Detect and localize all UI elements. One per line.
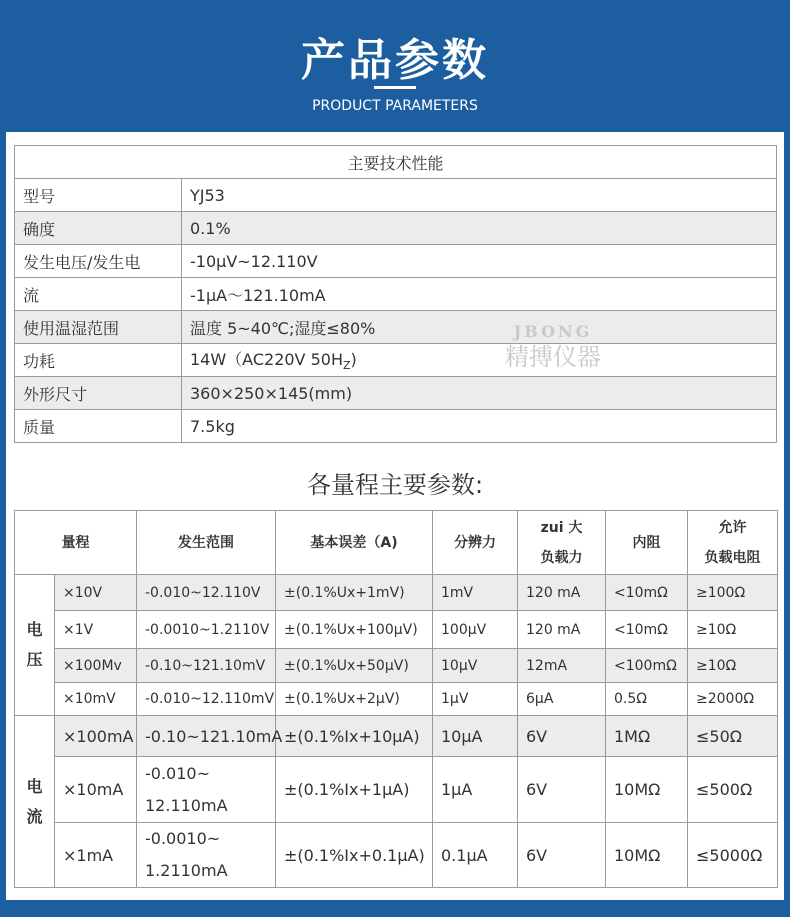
page-subtitle: PRODUCT PARAMETERS — [312, 98, 478, 114]
cell-allow: ≥2000Ω — [688, 683, 778, 716]
cell-gen: -0.010~12.110mV — [137, 683, 276, 716]
group-label-voltage — [15, 575, 55, 716]
power-text: 14W（AC220V 50H — [190, 350, 343, 370]
cell-range: ×10mA — [55, 757, 137, 823]
table-row — [15, 716, 778, 757]
header-max-load — [518, 511, 606, 575]
header-basic-error: 基本误差（A) — [276, 511, 433, 575]
header-allow-line1: 允许 — [718, 519, 747, 536]
cell-allow: ≤500Ω — [688, 757, 778, 823]
header-range: 量程 — [15, 511, 137, 575]
cell-resolution: 0.1μA — [433, 823, 518, 888]
cell-gen — [137, 757, 276, 823]
page-title: 产品参数 — [301, 35, 489, 86]
spec-value — [182, 344, 777, 377]
header-max-load-line1: zui 大 — [540, 519, 583, 536]
cell-gen-line1: -0.0010~ — [145, 829, 221, 848]
spec-table-title: 主要技术性能 — [15, 146, 777, 179]
spec-label: 发生电压/发生电 — [15, 245, 182, 278]
cell-error: ±(0.1%Ux+50μV) — [276, 649, 433, 683]
cell-resistance: <100mΩ — [606, 649, 688, 683]
cell-error: ±(0.1%Ix+0.1μA) — [276, 823, 433, 888]
spec-value: 0.1% — [182, 212, 777, 245]
params-section-title: 各量程主要参数: — [306, 471, 484, 499]
cell-allow: ≤5000Ω — [688, 823, 778, 888]
header-max-load-line2: 负载力 — [540, 549, 583, 566]
cell-range: ×100mA — [55, 716, 137, 757]
table-row — [15, 611, 778, 649]
spec-label: 流 — [15, 278, 182, 311]
spec-row-accuracy — [15, 212, 777, 245]
header-allow-load — [688, 511, 778, 575]
watermark-brand: JBONG — [513, 322, 593, 341]
header-resistance: 内阻 — [606, 511, 688, 575]
cell-load: 120 mA — [518, 575, 606, 611]
page-header — [0, 0, 790, 132]
cell-allow: ≥10Ω — [688, 649, 778, 683]
spec-value: -1μA～121.10mA — [182, 278, 777, 311]
cell-allow: ≥10Ω — [688, 611, 778, 649]
cell-allow: ≥100Ω — [688, 575, 778, 611]
cell-gen-line2: 1.2110mA — [145, 861, 228, 880]
spec-value: YJ53 — [182, 179, 777, 212]
cell-gen: -0.10~121.10mV — [137, 649, 276, 683]
header-resolution: 分辨力 — [433, 511, 518, 575]
cell-resolution: 10μV — [433, 649, 518, 683]
cell-resistance: 10MΩ — [606, 823, 688, 888]
cell-load: 12mA — [518, 649, 606, 683]
header-gen-range: 发生范围 — [137, 511, 276, 575]
table-row — [15, 683, 778, 716]
spec-table — [14, 145, 777, 443]
table-row — [15, 649, 778, 683]
cell-error: ±(0.1%Ix+10μA) — [276, 716, 433, 757]
power-subscript: Z — [342, 359, 351, 373]
spec-table-header — [15, 146, 777, 179]
group-char: 流 — [26, 806, 43, 826]
spec-label: 质量 — [15, 410, 182, 443]
spec-row-voltage — [15, 245, 777, 278]
spec-label: 使用温湿范围 — [15, 311, 182, 344]
title-underline — [374, 86, 416, 89]
spec-row-weight — [15, 410, 777, 443]
cell-resistance: <10mΩ — [606, 611, 688, 649]
params-table — [14, 510, 778, 888]
cell-range: ×1mA — [55, 823, 137, 888]
table-row — [15, 823, 778, 888]
cell-allow: ≤50Ω — [688, 716, 778, 757]
cell-error: ±(0.1%Ux+2μV) — [276, 683, 433, 716]
cell-gen — [137, 823, 276, 888]
group-char: 压 — [26, 650, 43, 669]
spec-row-model — [15, 179, 777, 212]
cell-gen: -0.0010~1.2110V — [137, 611, 276, 649]
cell-range: ×10V — [55, 575, 137, 611]
power-tail: ) — [350, 350, 357, 370]
cell-gen-line2: 12.110mA — [145, 795, 228, 815]
table-row — [15, 575, 778, 611]
spec-value: -10μV~12.110V — [182, 245, 777, 278]
cell-error: ±(0.1%Ix+1μA) — [276, 757, 433, 823]
table-row — [15, 757, 778, 823]
params-header-row — [15, 511, 778, 575]
cell-resolution: 100μV — [433, 611, 518, 649]
watermark-name: 精搏仪器 — [505, 343, 601, 371]
cell-error: ±(0.1%Ux+100μV) — [276, 611, 433, 649]
spec-label: 型号 — [15, 179, 182, 212]
cell-gen: -0.010~12.110V — [137, 575, 276, 611]
spec-value: 温度 5~40℃;湿度≤80% — [182, 311, 777, 344]
cell-range: ×1V — [55, 611, 137, 649]
cell-resistance: 10MΩ — [606, 757, 688, 823]
spec-value: 360×250×145(mm) — [182, 377, 777, 410]
cell-load: 6V — [518, 757, 606, 823]
group-char: 电 — [26, 620, 43, 639]
spec-row-power — [15, 344, 777, 377]
cell-resistance: <10mΩ — [606, 575, 688, 611]
spec-label: 功耗 — [15, 344, 182, 377]
cell-resolution: 1μV — [433, 683, 518, 716]
cell-gen-line1: -0.010~ — [145, 763, 210, 783]
cell-resistance: 1MΩ — [606, 716, 688, 757]
cell-load: 6V — [518, 716, 606, 757]
spec-row-current — [15, 278, 777, 311]
cell-range: ×10mV — [55, 683, 137, 716]
spec-value: 7.5kg — [182, 410, 777, 443]
cell-resolution: 1μA — [433, 757, 518, 823]
cell-resolution: 10μA — [433, 716, 518, 757]
cell-range: ×100Mv — [55, 649, 137, 683]
spec-row-dimensions — [15, 377, 777, 410]
group-char: 电 — [26, 776, 43, 796]
group-label-current — [15, 716, 55, 888]
cell-gen: -0.10~121.10mA — [137, 716, 276, 757]
cell-load: 6V — [518, 823, 606, 888]
spec-label: 外形尺寸 — [15, 377, 182, 410]
spec-row-environment — [15, 311, 777, 344]
cell-resistance: 0.5Ω — [606, 683, 688, 716]
header-allow-line2: 负载电阻 — [704, 549, 761, 566]
spec-label: 确度 — [15, 212, 182, 245]
cell-load: 120 mA — [518, 611, 606, 649]
cell-load: 6μA — [518, 683, 606, 716]
cell-resolution: 1mV — [433, 575, 518, 611]
cell-error: ±(0.1%Ux+1mV) — [276, 575, 433, 611]
